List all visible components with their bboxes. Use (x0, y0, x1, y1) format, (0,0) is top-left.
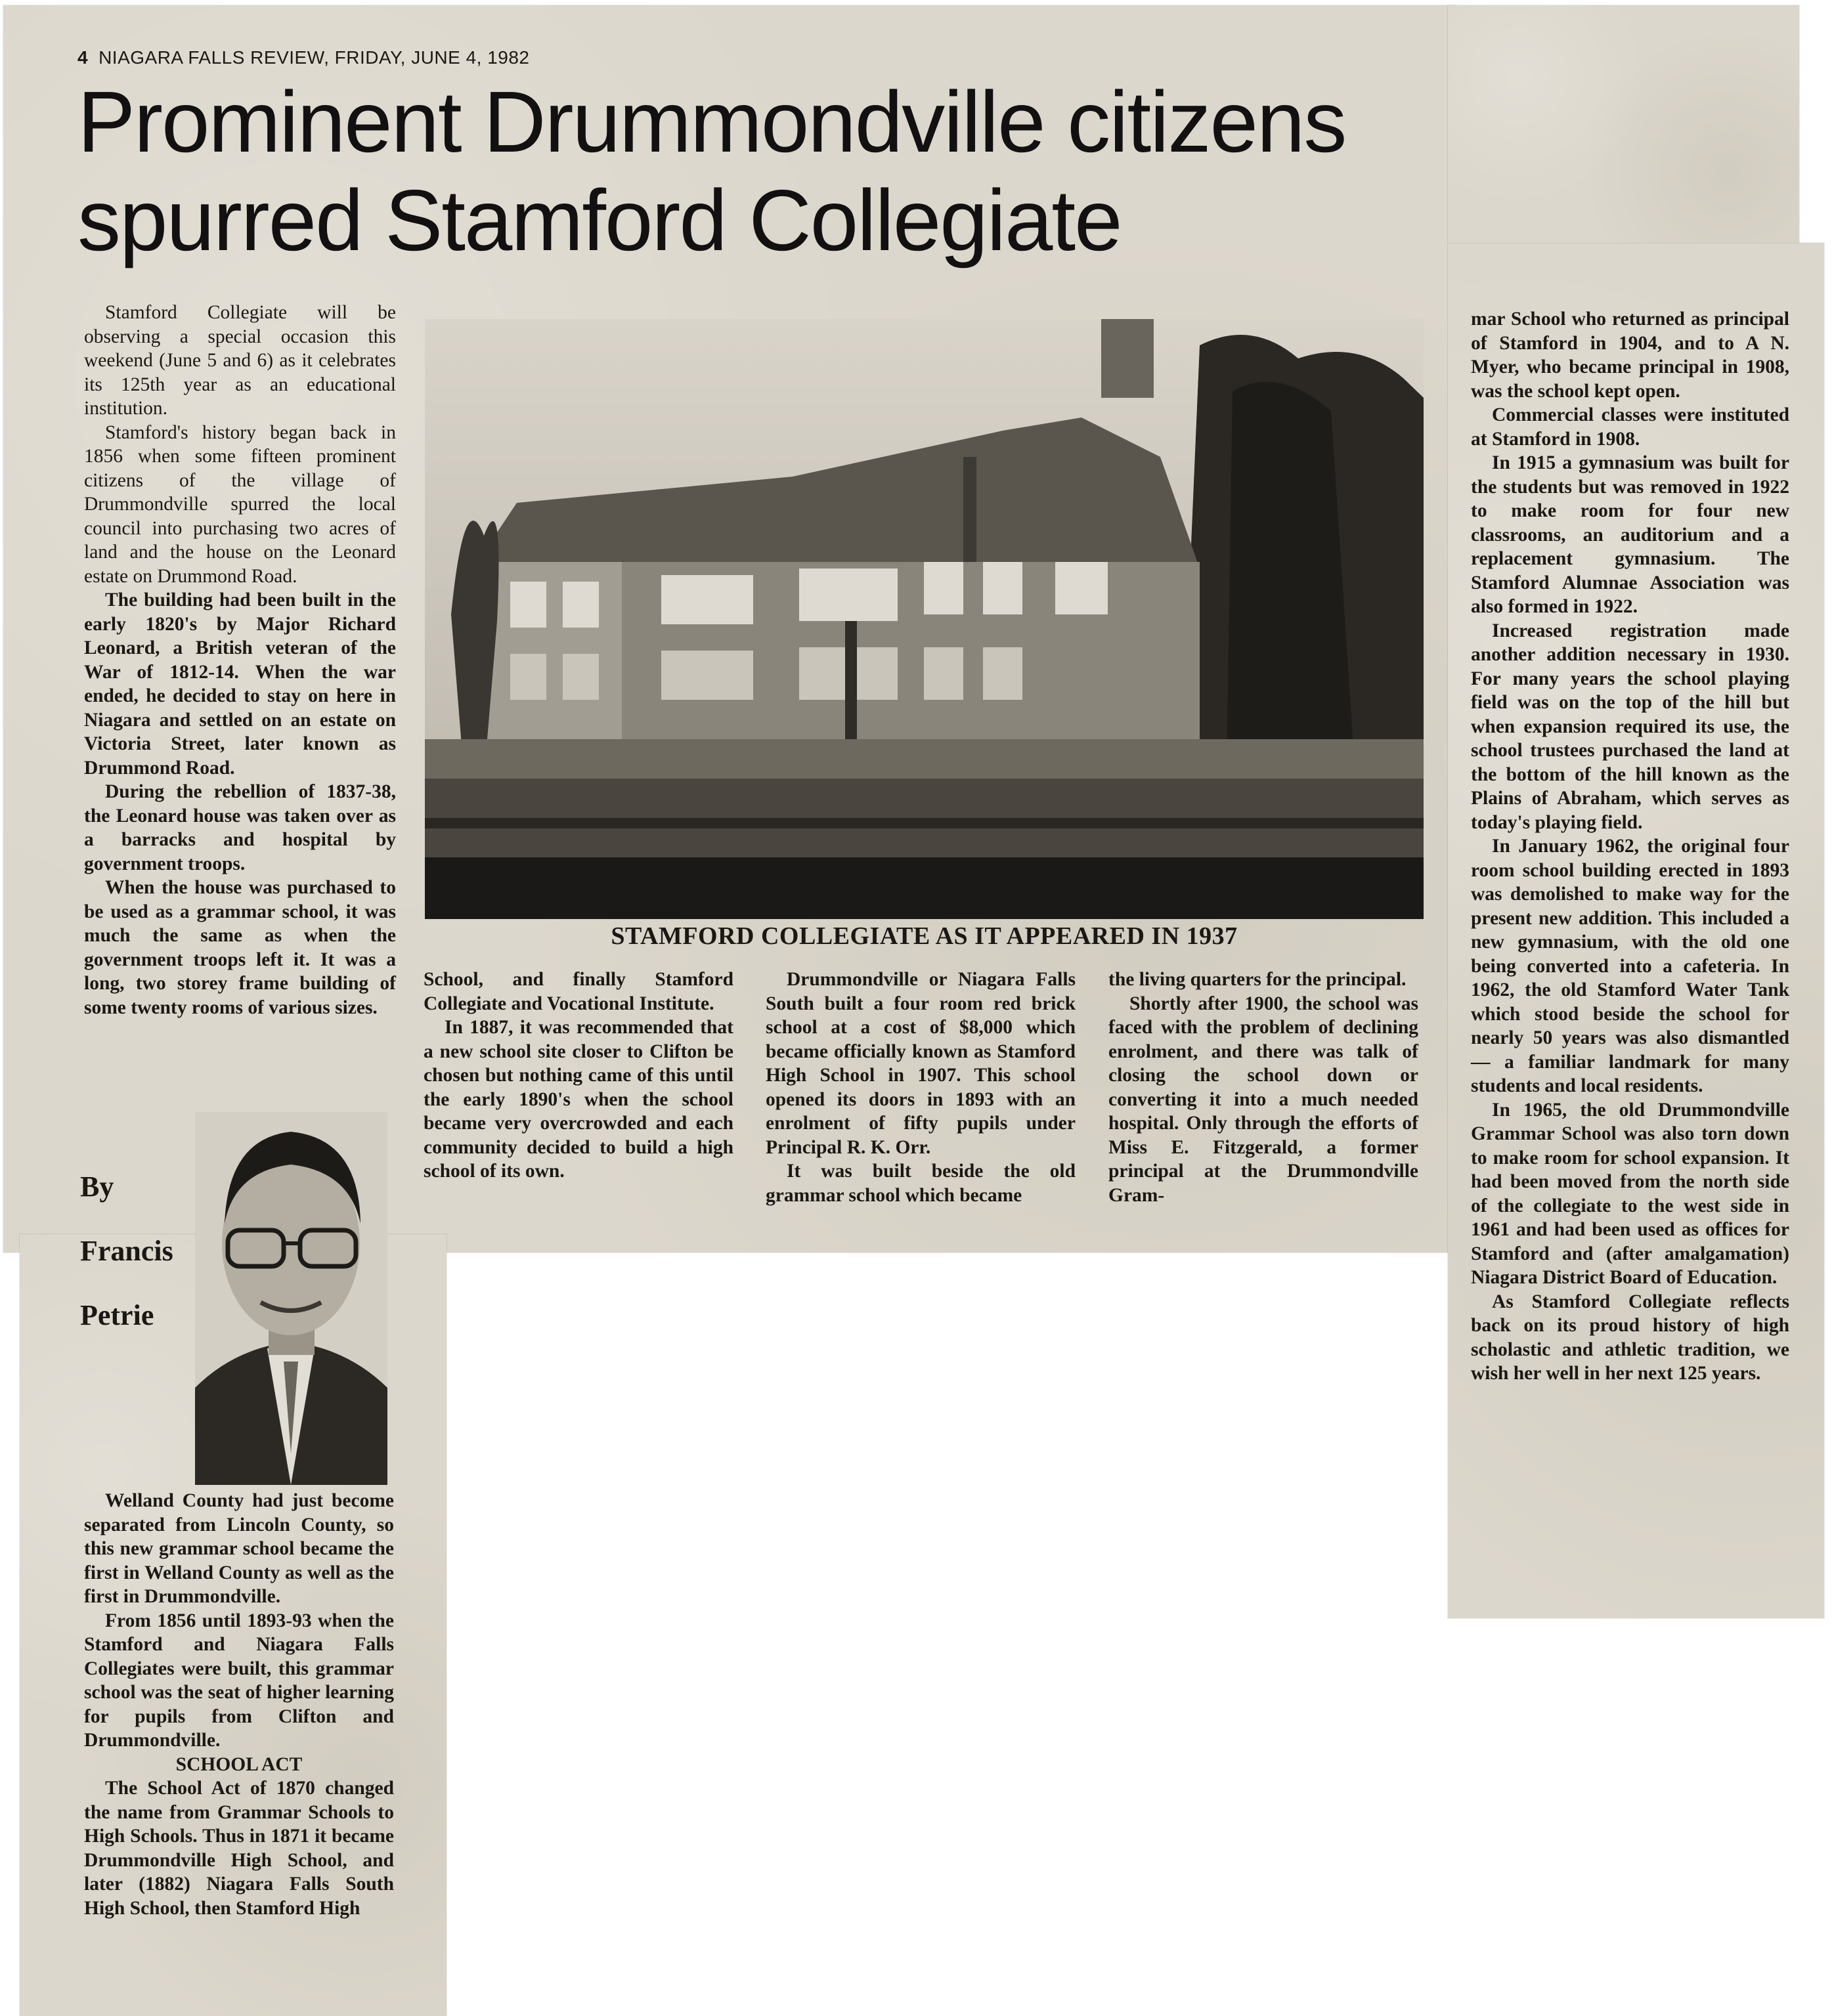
photo-caption: STAMFORD COLLEGIATE AS IT APPEARED IN 1937 (611, 922, 1238, 950)
col1-paragraph: During the rebellion of 1837-38, the Leonard house was taken over as a barracks and hospital by government troops. (84, 781, 396, 874)
col3-paragraph: It was built beside the old grammar school which became (766, 1161, 1076, 1206)
author-portrait-image (195, 1112, 387, 1485)
col2-paragraph: In 1887, it was recommended that a new school site closer to Clifton be chosen but nothing came of this until the early 1890's when the school became very overcrowded and each community decided to build a high school of its own. (424, 1017, 733, 1182)
headline-line-1: Prominent Drummondville citizens (77, 74, 1346, 170)
col5-paragraph: mar School who returned as principal of Stamford in 1904, and to A N. Myer, who became principal in 1908, was the school kept open. (1471, 309, 1789, 402)
clipping-top-right-corner (1448, 5, 1799, 243)
headline-line-2: spurred Stamford Collegiate (77, 172, 1122, 268)
col1-lower-paragraph: The School Act of 1870 changed the name from Grammar Schools to High Schools. Thus in 1871 it became Drummondville High School, and later (1882) Niagara Falls South High School, then Stamford High (84, 1778, 394, 1919)
col5-paragraph: In 1915 a gymnasium was built for the students but was removed in 1922 to make room for four new classrooms, an auditorium and a replacement gymnasium. The Stamford Alumnae Association was also formed in 1922. (1471, 452, 1789, 617)
column-2 (424, 968, 733, 1184)
col4-paragraph: Shortly after 1900, the school was faced with the problem of declining enrolment, and there was talk of closing the school down or converting it into a much needed hospital. Only through the efforts of Miss E. Fitzgerald, a former principal at the Drummondville Gram- (1108, 993, 1418, 1206)
col4-paragraph: the living quarters for the principal. (1108, 969, 1407, 990)
byline-first-name: Francis (80, 1235, 173, 1267)
column-5 (1471, 307, 1789, 1386)
column-1 (84, 301, 396, 1019)
col1-paragraph: The building had been built in the early 1820's by Major Richard Leonard, a British veteran of the War of 1812-14. When the war ended, he decided to stay on here in Niagara and settled on an estate on Victoria Street, later known as Drummond Road. (84, 590, 396, 779)
col5-paragraph: As Stamford Collegiate reflects back on its proud history of high scholastic and athletic tradition, we wish her well in her next 125 years. (1471, 1291, 1789, 1384)
dateline-text: NIAGARA FALLS REVIEW, FRIDAY, JUNE 4, 1982 (98, 47, 530, 68)
col1-paragraph: When the house was purchased to be used as a grammar school, it was much the same as when the government troops left it. It was a long, two storey frame building of some twenty rooms of various sizes. (84, 877, 396, 1018)
byline-last-name: Petrie (80, 1299, 154, 1331)
dateline (77, 47, 530, 68)
col5-paragraph: Increased registration made another addition necessary in 1930. For many years the school playing field was on the top of the hill but when expansion required its use, the school trustees purchased the land at the bottom of the hill known as the Plains of Abraham, which serves as today's playing field. (1471, 620, 1789, 833)
school-building-image (425, 319, 1424, 919)
author-portrait (195, 1112, 387, 1485)
col2-paragraph: School, and finally Stamford Collegiate and Vocational Institute. (424, 969, 733, 1014)
col1-paragraph: Stamford Collegiate will be observing a special occasion this weekend (June 5 and 6) as it celebrates its 125th year as an educational institution. (84, 302, 396, 419)
column-1-lower (84, 1489, 394, 1920)
col5-paragraph: In January 1962, the original four room school building erected in 1893 was demolished to make way for the present new addition. This included a new gymnasium, with the old one being converted into a cafeteria. In 1962, the old Stamford Water Tank which stood beside the school for nearly 50 years was also dismantled — a familiar landmark for many students and local residents. (1471, 836, 1789, 1096)
col5-paragraph: In 1965, the old Drummondville Grammar School was also torn down to make room for school expansion. It had been moved from the north side of the collegiate to the west side in 1961 and had been used as offices for Stamford and (after amalgamation) Niagara District Board of Education. (1471, 1099, 1789, 1288)
col1-paragraph: Stamford's history began back in 1856 when some fifteen prominent citizens of the village of Drummondville spurred the local council into purchasing two acres of land and the house on the Leonard estate on Drummond Road. (84, 421, 396, 587)
column-3 (766, 968, 1076, 1207)
col5-paragraph: Commercial classes were instituted at Stamford in 1908. (1471, 404, 1789, 450)
col1-lower-paragraph: From 1856 until 1893-93 when the Stamford and Niagara Falls Collegiates were built, this grammar school was the seat of higher learning for pupils from Clifton and Drummondville. (84, 1610, 394, 1751)
page-number: 4 (77, 47, 89, 68)
column-4 (1108, 968, 1418, 1207)
school-photo (425, 319, 1424, 919)
byline-by: By (80, 1170, 114, 1203)
col1-lower-paragraph: Welland County had just become separated from Lincoln County, so this new grammar school became the first in Welland County as well as the first in Drummondville. (84, 1490, 394, 1607)
col3-paragraph: Drummondville or Niagara Falls South built a four room red brick school at a cost of $8,000 which became officially known as Stamford High School in 1907. This school opened its doors in 1893 with an enrolment of fifty pupils under Principal R. K. Orr. (766, 969, 1076, 1158)
section-subhead: SCHOOL ACT (175, 1753, 303, 1775)
